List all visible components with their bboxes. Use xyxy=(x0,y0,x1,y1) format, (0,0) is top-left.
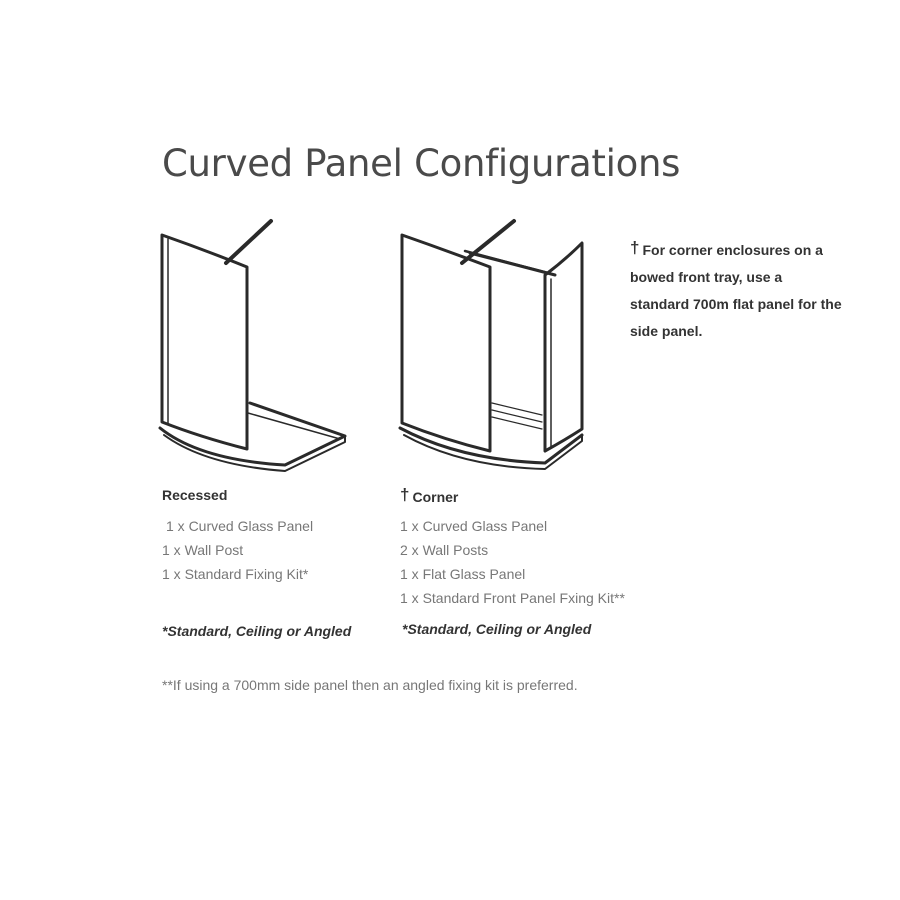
list-item: 1 x Wall Post xyxy=(162,542,244,558)
footnote: **If using a 700mm side panel then an angled fixing kit is preferred. xyxy=(162,677,578,693)
dagger-symbol: † xyxy=(630,238,640,257)
list-item: 1 x Standard Front Panel Fxing Kit** xyxy=(400,590,625,606)
list-item: 1 x Curved Glass Panel xyxy=(400,518,548,534)
recessed-heading: Recessed xyxy=(162,487,228,503)
recessed-column xyxy=(162,484,313,586)
corner-note xyxy=(630,234,845,345)
corner-enclosure-diagram xyxy=(390,215,600,475)
corner-heading-label: Corner xyxy=(412,489,459,505)
corner-note-text: For corner enclosures on a bowed front tray, use a standard 700m flat panel for the side panel. xyxy=(630,242,842,339)
list-item: 1 x Curved Glass Panel xyxy=(166,518,314,534)
list-item: 1 x Standard Fixing Kit* xyxy=(162,566,309,582)
dagger-symbol: † xyxy=(400,485,410,504)
corner-fixing-note: *Standard, Ceiling or Angled xyxy=(402,621,592,637)
list-item: 2 x Wall Posts xyxy=(400,542,489,558)
corner-column xyxy=(400,484,625,610)
page-title: Curved Panel Configurations xyxy=(162,142,681,185)
recessed-enclosure-diagram xyxy=(150,215,360,475)
recessed-fixing-note: *Standard, Ceiling or Angled xyxy=(162,623,352,639)
list-item: 1 x Flat Glass Panel xyxy=(400,566,526,582)
corner-heading xyxy=(400,484,625,506)
